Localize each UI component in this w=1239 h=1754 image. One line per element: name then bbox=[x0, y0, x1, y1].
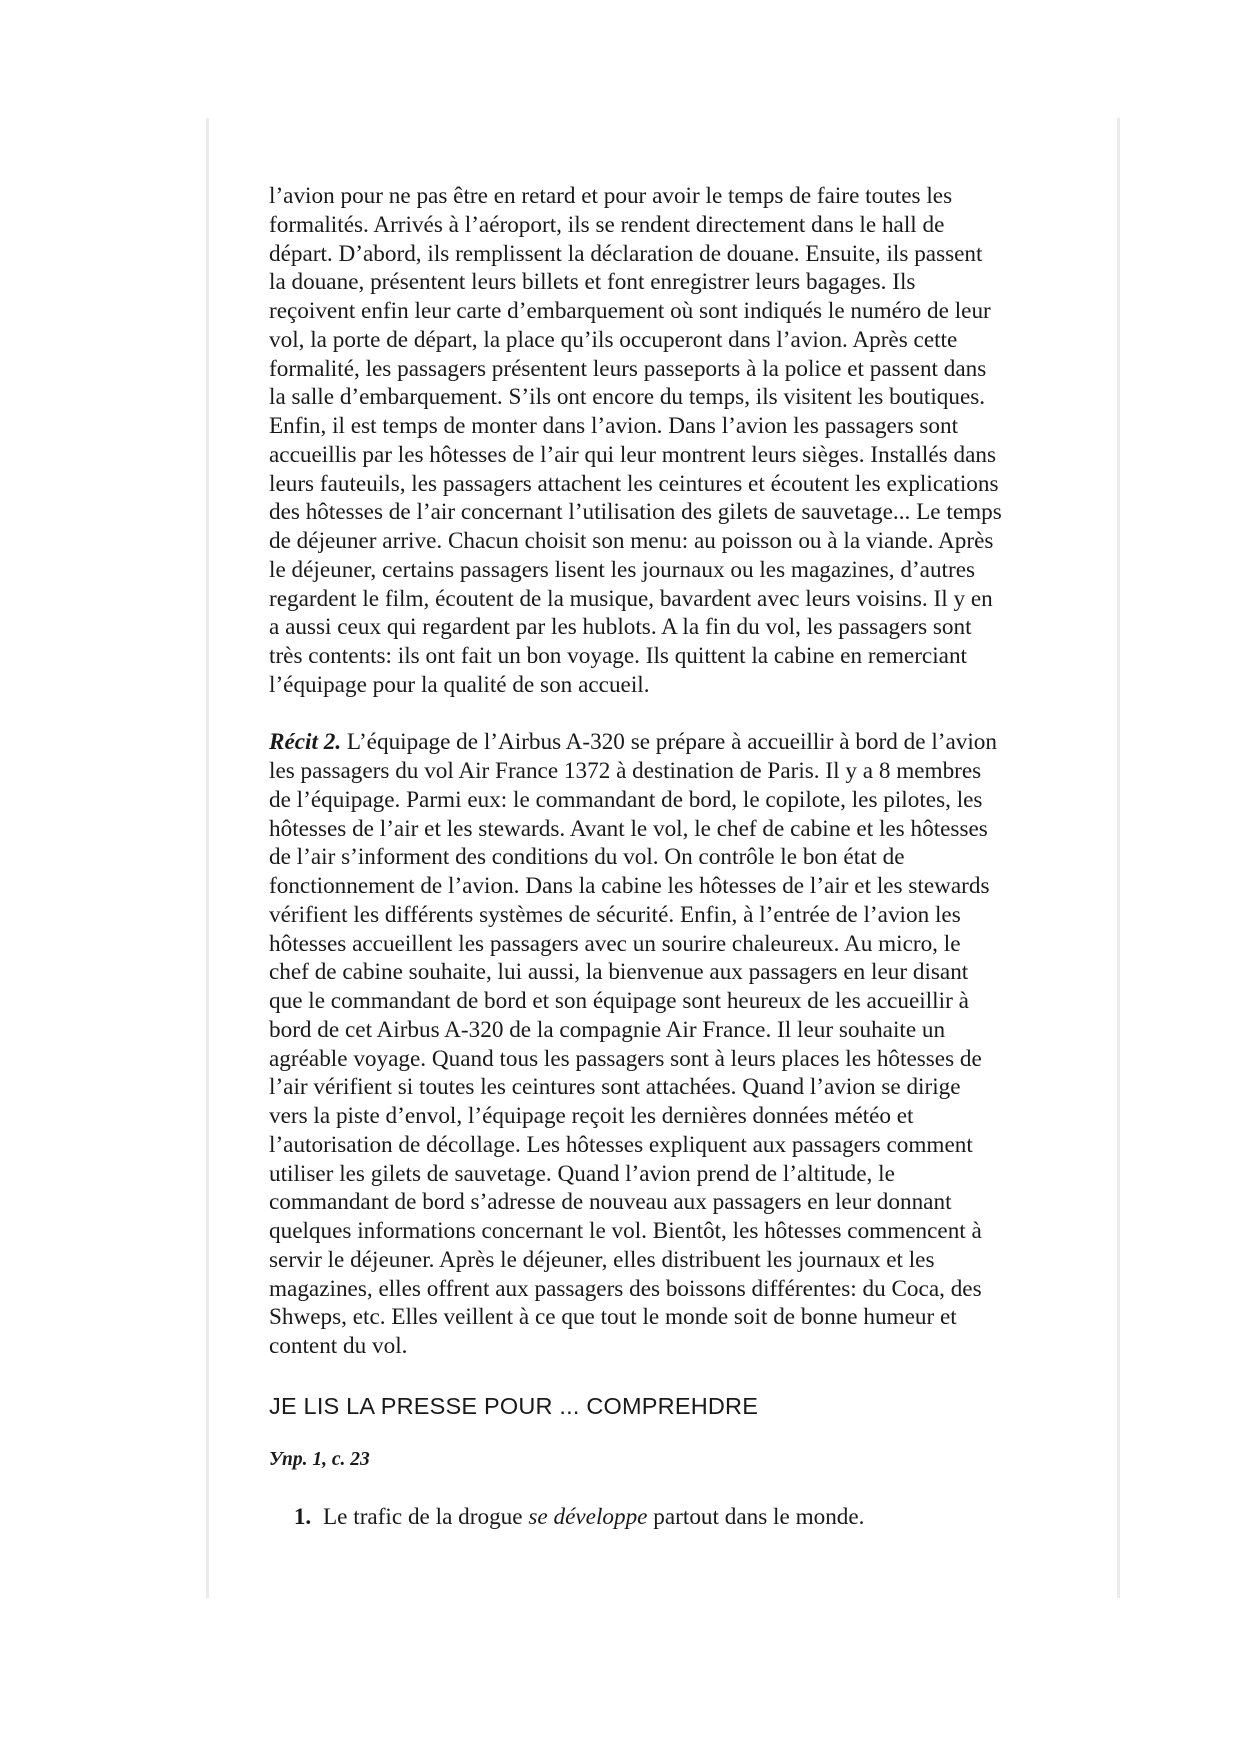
recit-2-text: L’équipage de l’Airbus A-320 se prépare à accueillir à bord de l’avion les passagers du vol Air France 1372 à destination de Paris. Il y a 8 membres de l’équipage. Parmi eux: le commandant de bord, le copilote, les pilotes, les hôtesses de l’air et les stewards. Avant le vol, le chef de cabine et les hôtesses de l’air s’informent des conditions du vol. On contrôle le bon état de fonctionnement de l’avion. Dans la cabine les hôtesses de l’air et les stewards vérifient les différents systèmes de sécurité. Enfin, à l’entrée de l’avion les hôtesses accueillent les passagers avec un sourire chaleureux. Au micro, le chef de cabine souhaite, lui aussi, la bienvenue aux passagers en leur disant que le commandant de bord et son équipage sont heureux de les accueillir à bord de cet Airbus A-320 de la compagnie Air France. Il leur souhaite un agréable voyage. Quand tous les passagers sont à leurs places les hôtesses de l’air vérifient si toutes les ceintures sont attachées. Quand l’avion se dirige vers la piste d’envol, l’équipage reçoit les dernières données météo et l’autorisation de décollage. Les hôtesses expliquent aux passagers comment utiliser les gilets de sauvetage. Quand l’avion prend de l’altitude, le commandant de bord s’adresse de nouveau aux passagers en leur donnant quelques informations concernant le vol. Bientôt, les hôtesses commencent à servir le déjeuner. Après le déjeuner, elles distribuent les journaux et les magazines, elles offrent aux passagers des boissons différentes: du Coca, des Shweps, etc. Elles veillent à ce que tout le monde soit de bonne humeur et content du vol. bbox=[269, 729, 997, 1359]
document-content bbox=[269, 182, 1069, 1532]
recit-2-label: Récit 2. bbox=[269, 729, 342, 756]
list-item-text-after: partout dans le monde. bbox=[647, 1503, 865, 1530]
list-item-emphasis: se développe bbox=[528, 1503, 648, 1530]
list-item bbox=[317, 1503, 1069, 1532]
list-item-text-before: Le trafic de la drogue bbox=[323, 1503, 529, 1530]
paragraph-recit-1: l’avion pour ne pas être en retard et pour avoir le temps de faire toutes les formalités. Arrivés à l’aéroport, ils se rendent directement dans le hall de départ. D’abord, ils remplissent la déclaration de douane. Ensuite, ils passent la douane, présentent leurs billets et font enregistrer leurs bagages. Ils reçoivent enfin leur carte d’embarquement où sont indiqués le numéro de leur vol, la porte de départ, la place qu’ils occuperont dans l’avion. Après cette formalité, les passagers présentent leurs passeports à la police et passent dans la salle d’embarquement. S’ils ont encore du temps, ils visitent les boutiques. Enfin, il est temps de monter dans l’avion. Dans l’avion les passagers sont accueillis par les hôtesses de l’air qui leur montrent leurs sièges. Installés dans leurs fauteuils, les passagers attachent les ceintures et écoutent les explications des hôtesses de l’air concernant l’utilisation des gilets de sauvetage... Le temps de déjeuner arrive. Chacun choisit son menu: au poisson ou à la viande. Après le déjeuner, certains passagers lisent les journaux ou les magazines, d’autres regardent le film, écoutent de la musique, bavardent avec leurs voisins. Il y en a aussi ceux qui regardent par les hublots. A la fin du vol, les passagers sont très contents: ils ont fait un bon voyage. Ils quittent la cabine en remerciant l’équipage pour la qualité de son accueil. bbox=[269, 183, 1002, 698]
section-heading: JE LIS LA PRESSE POUR ... COMPREHDRE bbox=[269, 1392, 759, 1419]
paragraph-recit-2 bbox=[269, 728, 1069, 1361]
exercise-list bbox=[269, 1503, 1069, 1532]
exercise-reference: Упр. 1, с. 23 bbox=[269, 1448, 370, 1470]
